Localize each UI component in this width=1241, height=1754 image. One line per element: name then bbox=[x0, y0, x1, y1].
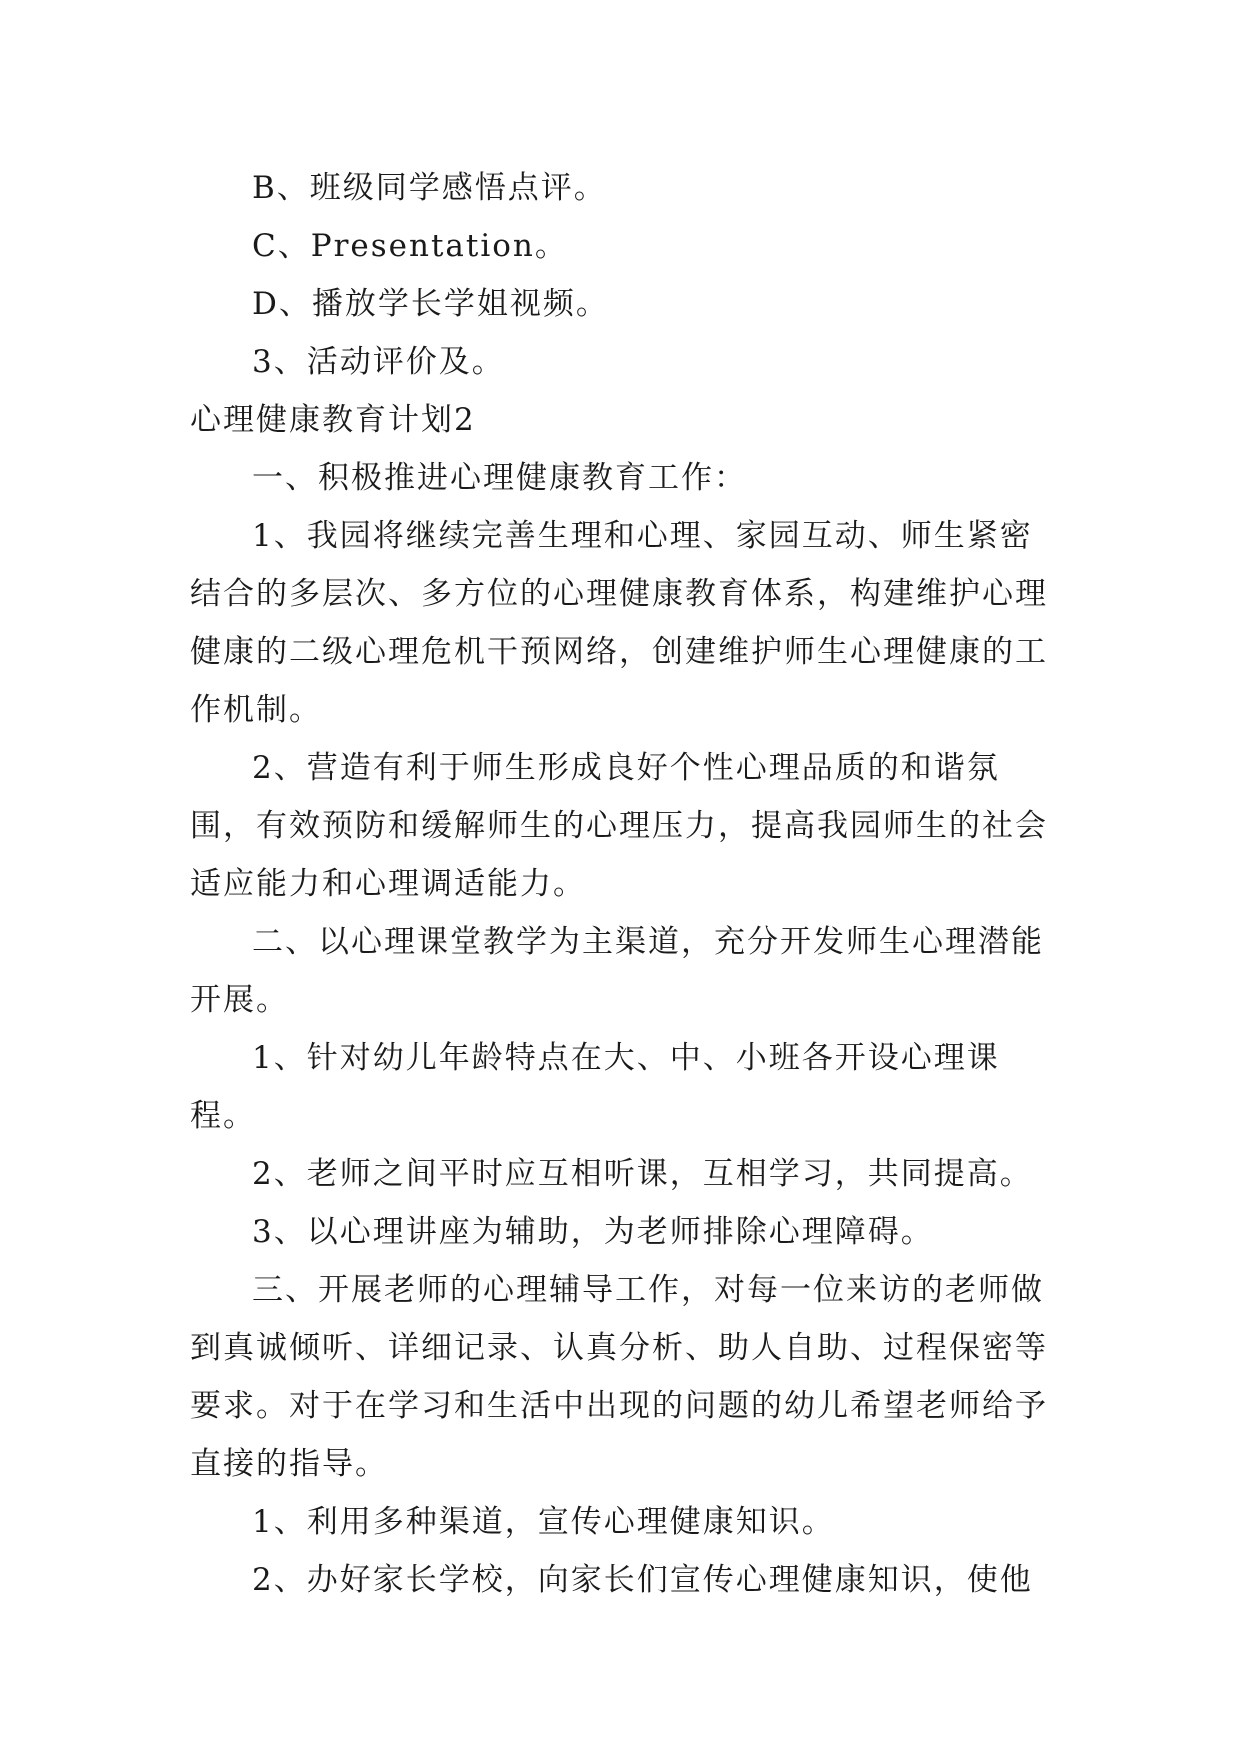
paragraph: 2、营造有利于师生形成良好个性心理品质的和谐氛围，有效预防和缓解师生的心理压力，提高我园师生的社会适应能力和心理调适能力。 bbox=[190, 750, 1048, 902]
paragraph-item-c: C、Presentation。 bbox=[252, 228, 568, 264]
paragraph: 1、我园将继续完善生理和心理、家园互动、师生紧密结合的多层次、多方位的心理健康教育体系，构建维护心理健康的二级心理危机干预网络，创建维护师生心理健康的工作机制。 bbox=[190, 518, 1048, 728]
section-heading-one: 一、积极推进心理健康教育工作： bbox=[252, 460, 747, 496]
paragraph: 2、办好家长学校，向家长们宣传心理健康知识，使他 bbox=[252, 1562, 1033, 1598]
paragraph-item-3: 3、活动评价及。 bbox=[252, 344, 505, 380]
paragraph-item-b: B、班级同学感悟点评。 bbox=[252, 170, 607, 206]
section-heading-three: 三、开展老师的心理辅导工作，对每一位来访的老师做到真诚倾听、详细记录、认真分析、助人自助、过程保密等要求。对于在学习和生活中出现的问题的幼儿希望老师给予直接的指导。 bbox=[190, 1272, 1048, 1482]
section-heading-two: 二、以心理课堂教学为主渠道，充分开发师生心理潜能开展。 bbox=[190, 924, 1044, 1018]
paragraph: 2、老师之间平时应互相听课，互相学习，共同提高。 bbox=[252, 1156, 1033, 1192]
section-title: 心理健康教育计划2 bbox=[190, 402, 476, 438]
paragraph: 3、以心理讲座为辅助，为老师排除心理障碍。 bbox=[252, 1214, 934, 1250]
paragraph-item-d: D、播放学长学姐视频。 bbox=[252, 286, 609, 322]
paragraph: 1、利用多种渠道，宣传心理健康知识。 bbox=[252, 1504, 835, 1540]
paragraph: 1、针对幼儿年龄特点在大、中、小班各开设心理课程。 bbox=[190, 1040, 1000, 1134]
document-body bbox=[190, 159, 1060, 1609]
